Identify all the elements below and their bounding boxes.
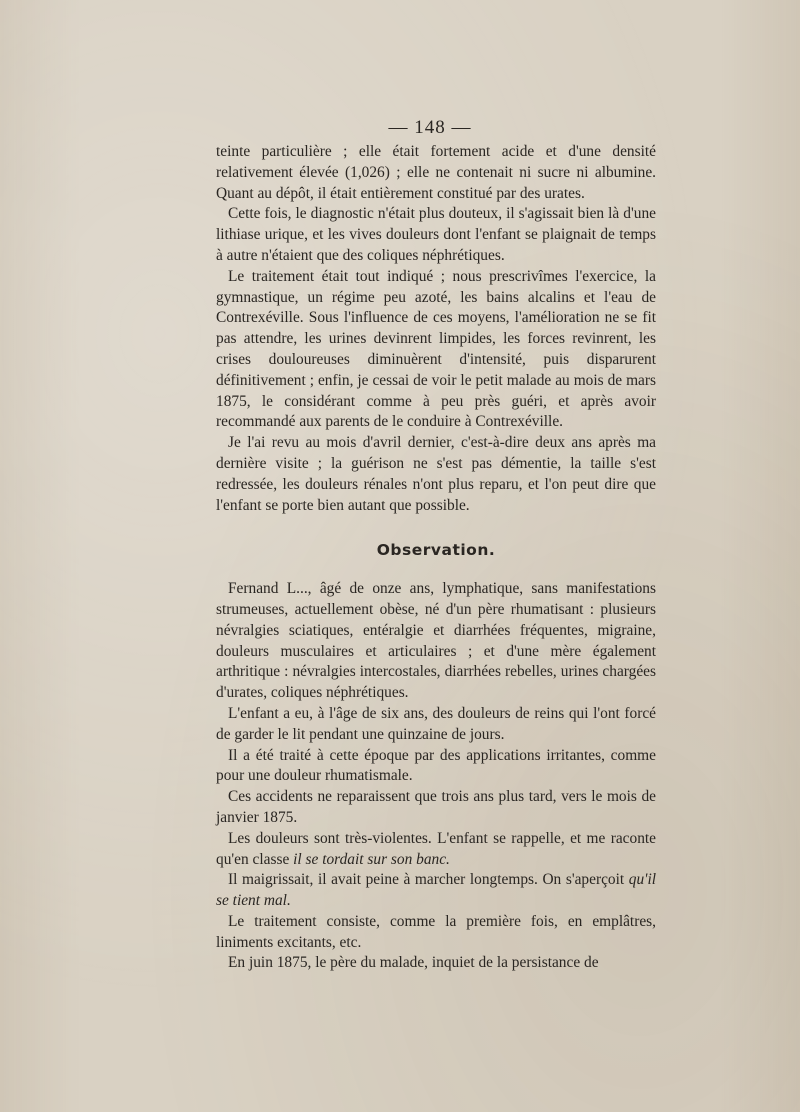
italic-text: il se tordait sur son banc. xyxy=(293,850,450,868)
italic-text: qu'il se tient mal. xyxy=(216,871,656,910)
paragraph: Le traitement était tout indiqué ; nous prescrivîmes l'exercice, la gymnastique, un régime peu azoté, les bains alcalins et l'eau de Contrexéville. Sous l'influence de ces moyens, l'amélioration ne se fit pas attendre, les urines devinrent limpides, les forces revinrent, les crises douloureuses diminuèrent d'intensité, puis disparurent définitivement ; enfin, je cessai de voir le petit malade au mois de mars 1875, le considérant comme à peu près guéri, et après avoir recommandé aux parents de le conduire à Contrexéville. xyxy=(216,267,656,431)
paragraph: Cette fois, le diagnostic n'était plus douteux, il s'agissait bien là d'une lithiase urique, et les vives douleurs dont l'enfant se plaignait de temps à autre n'étaient que des coliques néphrétiques. xyxy=(216,205,656,264)
paragraph-text: Il maigrissait, il avait peine à marcher longtemps. On s'aperçoit xyxy=(228,871,625,889)
paragraph xyxy=(216,870,656,912)
paragraph: Ces accidents ne reparaissent que trois ans plus tard, vers le mois de janvier 1875. xyxy=(216,788,656,826)
body-text xyxy=(216,142,656,974)
paragraph: Je l'ai revu au mois d'avril dernier, c'est-à-dire deux ans après ma dernière visite ; la guérison ne s'est pas démentie, la taille s'est redressée, les douleurs rénales n'ont plus reparu, et l'on peut dire que l'enfant se porte bien autant que possible. xyxy=(216,434,656,514)
paragraph xyxy=(216,829,656,871)
page-number: — 148 — xyxy=(388,117,472,138)
paragraph: teinte particulière ; elle était fortement acide et d'une densité relativement élevée (1,026) ; elle ne contenait ni sucre ni albumine. Quant au dépôt, il était entièrement constitué par des urates. xyxy=(216,143,656,202)
paragraph-text: Les douleurs sont très-violentes. L'enfant se rappelle, et me raconte qu'en classe xyxy=(216,829,656,868)
paragraph: Le traitement consiste, comme la première fois, en emplâtres, liniments excitants, etc. xyxy=(216,912,656,951)
paragraph: Il a été traité à cette époque par des applications irritantes, comme pour une douleur rhumatismale. xyxy=(216,746,656,785)
section-heading: Observation. xyxy=(376,541,496,560)
paragraph: L'enfant a eu, à l'âge de six ans, des douleurs de reins qui l'ont forcé de garder le lit pendant une quinzaine de jours. xyxy=(216,704,656,743)
paragraph: Fernand L..., âgé de onze ans, lymphatique, sans manifestations strumeuses, actuellement obèse, né d'un père rhumatisant : plusieurs névralgies sciatiques, entéralgie et diarrhées fréquentes, migraine, douleurs musculaires et articulaires ; et d'une mère également arthritique : névralgies intercostales, diarrhées rebelles, urines chargées d'urates, coliques néphrétiques. xyxy=(216,580,656,702)
paragraph: En juin 1875, le père du malade, inquiet de la persistance de xyxy=(228,954,599,972)
